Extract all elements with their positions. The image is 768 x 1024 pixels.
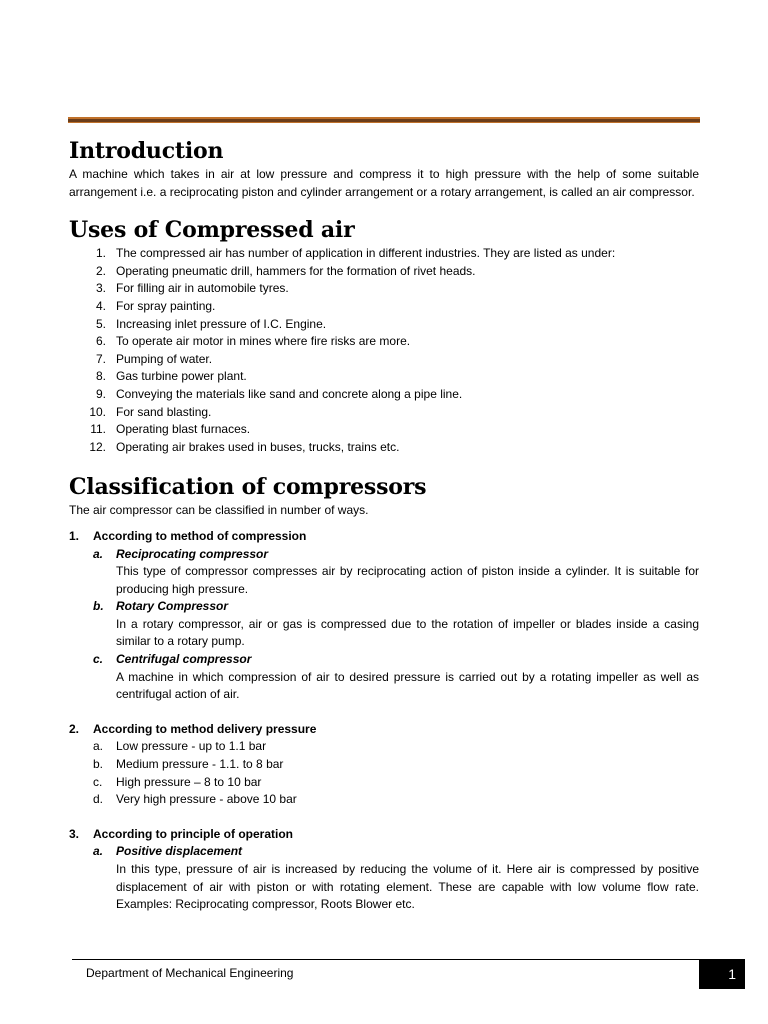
list-number: 5. <box>95 316 106 331</box>
list-item-text: Operating pneumatic drill, hammers for the formation of rivet heads. <box>116 263 476 278</box>
uses-list-item <box>69 280 699 298</box>
pressure-range-item <box>69 738 699 756</box>
item-text: Medium pressure - 1.1. to 8 bar <box>116 757 284 772</box>
subtype-title: Rotary Compressor <box>116 599 229 614</box>
subtype-description: This type of compressor compresses air by reciprocating action of piston inside a cylinder. It is suitable for producing high pressure. <box>116 564 699 596</box>
page-content <box>69 136 699 931</box>
classification-heading: Classification of compressors <box>69 474 427 501</box>
subtype-letter: a. <box>93 844 104 859</box>
classification-group <box>69 826 699 914</box>
list-item-text: For spray painting. <box>116 298 216 313</box>
pressure-range-item <box>69 756 699 774</box>
list-number: 4. <box>95 298 106 313</box>
classification-section <box>69 472 699 913</box>
introduction-heading: Introduction <box>69 138 224 164</box>
classification-group <box>69 528 699 704</box>
subtype-title: Reciprocating compressor <box>116 546 269 561</box>
subtype-letter: b. <box>93 599 104 614</box>
list-number: 10. <box>89 404 106 419</box>
item-text: High pressure – 8 to 10 bar <box>116 774 262 789</box>
list-number: 12. <box>89 439 106 454</box>
list-item-text: Pumping of water. <box>116 351 213 366</box>
uses-list-item <box>69 386 699 404</box>
uses-list-item <box>69 245 699 263</box>
group-number: 3. <box>69 826 80 841</box>
classification-list <box>69 528 699 914</box>
list-item-text: Gas turbine power plant. <box>116 369 247 384</box>
uses-list-item <box>69 439 699 457</box>
list-item-text: For filling air in automobile tyres. <box>116 281 289 296</box>
uses-list-item <box>69 298 699 316</box>
item-text: Very high pressure - above 10 bar <box>116 792 297 807</box>
classification-group-heading <box>69 826 699 844</box>
uses-section <box>69 215 699 456</box>
subtype-heading <box>69 598 699 616</box>
pressure-range-item <box>69 774 699 792</box>
list-number: 1. <box>95 246 106 261</box>
uses-list-item <box>69 368 699 386</box>
list-number: 9. <box>95 386 106 401</box>
list-item-text: Operating blast furnaces. <box>116 422 251 437</box>
subtype-description: In a rotary compressor, air or gas is compressed due to the rotation of impeller or blades inside a casing similar to a rotary pump. <box>116 616 699 649</box>
list-number: 6. <box>95 334 106 349</box>
list-item-text: For sand blasting. <box>116 404 212 419</box>
page-number: 1 <box>699 959 745 989</box>
list-number: 11. <box>90 422 106 437</box>
list-item-text: Increasing inlet pressure of I.C. Engine. <box>116 316 327 331</box>
list-number: 7. <box>95 351 106 366</box>
footer-rule <box>72 959 699 960</box>
item-text: Low pressure - up to 1.1 bar <box>116 739 267 754</box>
list-number: 8. <box>95 369 106 384</box>
list-item-text: Conveying the materials like sand and concrete along a pipe line. <box>116 386 463 401</box>
uses-list <box>69 245 699 456</box>
pressure-range-item <box>69 791 699 809</box>
introduction-section <box>69 136 699 201</box>
list-number: 2. <box>95 263 106 278</box>
item-letter: a. <box>93 739 104 754</box>
subtype-heading <box>69 651 699 669</box>
subtype-description: A machine in which compression of air to desired pressure is carried out by a rotating impeller as well as centrifugal action of air. <box>116 669 699 702</box>
subtype-heading <box>69 843 699 861</box>
classification-group-heading <box>69 528 699 546</box>
uses-list-item <box>69 404 699 422</box>
uses-list-item <box>69 316 699 334</box>
footer-department: Department of Mechanical Engineering <box>86 966 294 980</box>
group-number: 2. <box>69 721 80 736</box>
classification-group <box>69 721 699 809</box>
group-number: 1. <box>69 528 80 543</box>
item-letter: d. <box>93 792 104 807</box>
subtype-title: Centrifugal compressor <box>116 652 252 667</box>
list-item-text: To operate air motor in mines where fire risks are more. <box>116 334 411 349</box>
uses-list-item <box>69 263 699 281</box>
uses-list-item <box>69 333 699 351</box>
classification-group-heading <box>69 721 699 739</box>
subtype-description: In this type, pressure of air is increased by reducing the volume of it. Here air is compressed by positive displacement of air with piston or with rotating element. These are capable with low volume flow rate. Examples: Reciprocating compressor, Roots Blower etc. <box>116 862 699 912</box>
group-title: According to principle of operation <box>93 826 294 841</box>
item-letter: b. <box>93 757 104 772</box>
subtype-letter: c. <box>93 652 104 667</box>
list-item-text: The compressed air has number of application in different industries. They are listed as under: <box>116 246 616 261</box>
list-number: 3. <box>95 281 106 296</box>
item-letter: c. <box>93 774 103 789</box>
subtype-title: Positive displacement <box>116 844 243 859</box>
introduction-text: A machine which takes in air at low pressure and compress it to high pressure with the help of some suitable arrangement i.e. a reciprocating piston and cylinder arrangement or a rotary arrangement, is called an air compressor. <box>69 167 699 199</box>
uses-heading: Uses of Compressed air <box>69 217 355 244</box>
header-rule <box>68 117 700 124</box>
subtype-heading <box>69 546 699 564</box>
uses-list-item <box>69 421 699 439</box>
uses-list-item <box>69 351 699 369</box>
classification-intro: The air compressor can be classified in number of ways. <box>69 503 369 518</box>
subtype-letter: a. <box>93 546 104 561</box>
list-item-text: Operating air brakes used in buses, trucks, trains etc. <box>116 439 400 454</box>
group-title: According to method delivery pressure <box>93 721 317 736</box>
group-title: According to method of compression <box>93 528 307 543</box>
